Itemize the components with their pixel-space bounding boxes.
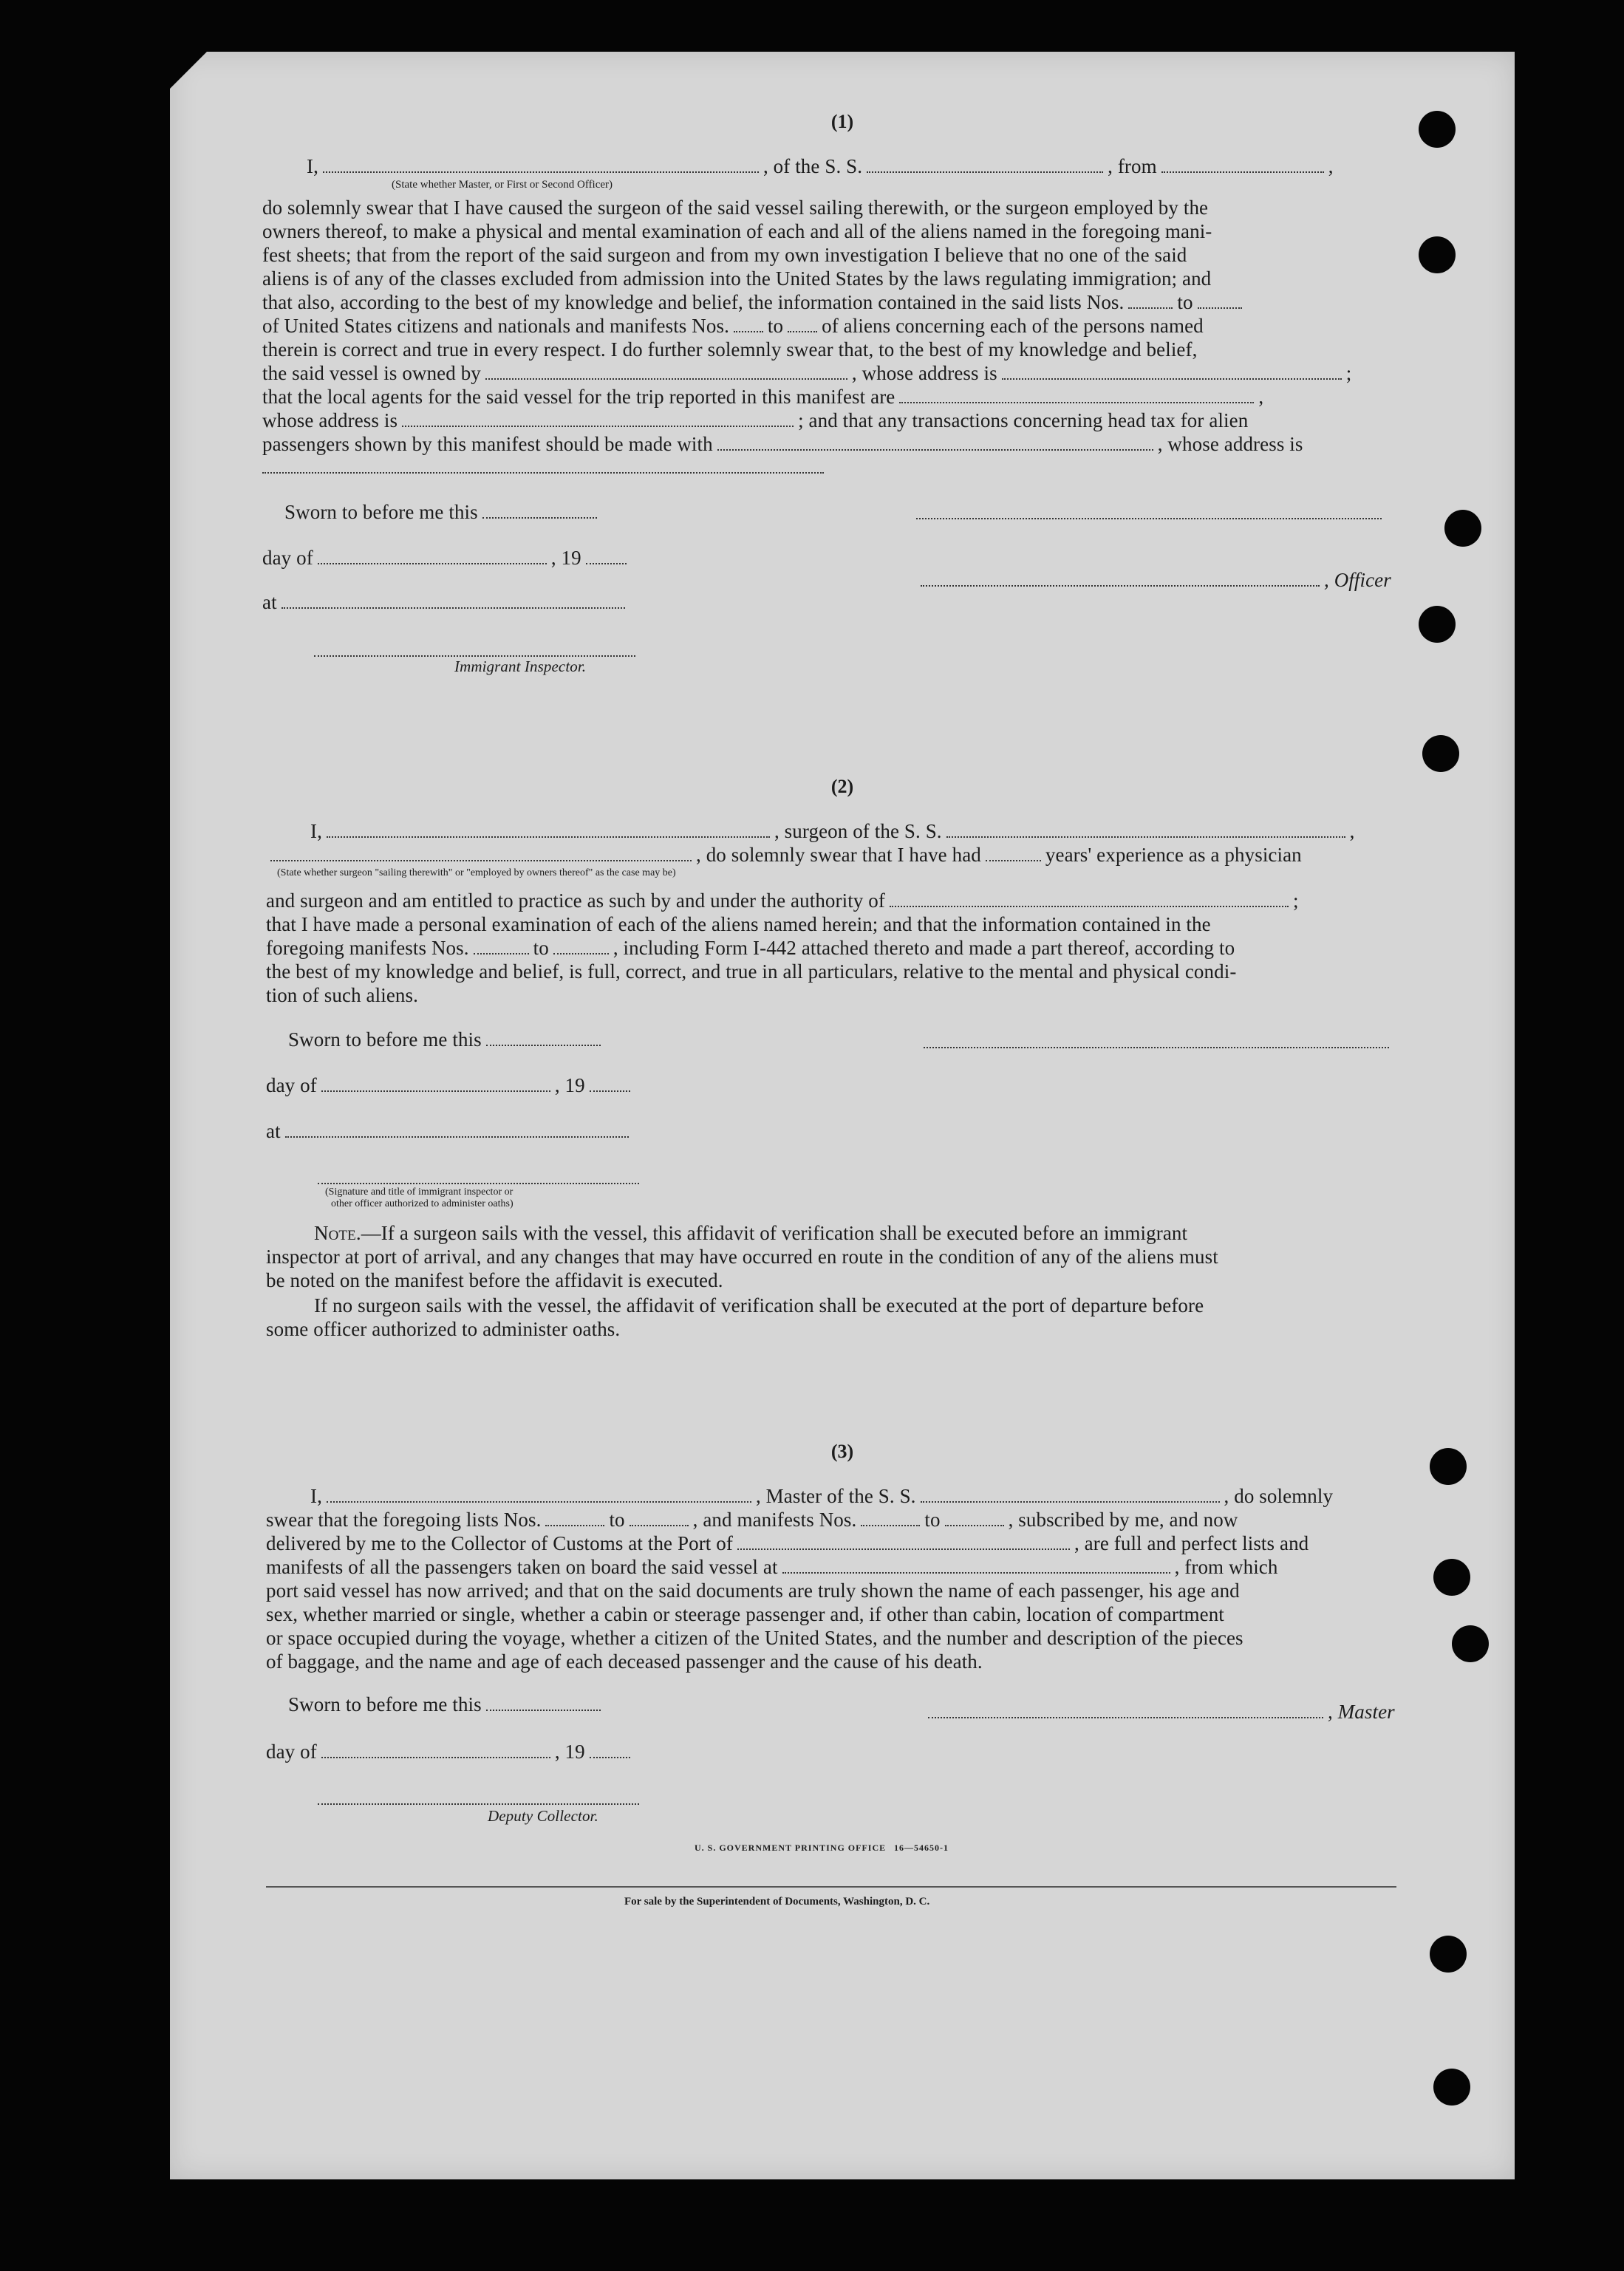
- section-1-text: passengers shown by this manifest should be made with , whose address is: [262, 433, 1303, 455]
- section-3-line-1: I, , Master of the S. S. , do solemnly: [310, 1485, 1334, 1507]
- section-1-officer-note: (State whether Master, or First or Second Officer): [392, 179, 613, 191]
- section-1-text: whose address is ; and that any transactions concerning head tax for alien: [262, 409, 1249, 431]
- section-3-text: or space occupied during the voyage, whether a citizen of the United States, and the number and description of the pieces: [266, 1627, 1243, 1649]
- at-label: at: [262, 591, 630, 614]
- punch-hole: [1433, 2069, 1470, 2106]
- section-2-text: foregoing manifests Nos. to , including Form I-442 attached thereto and made a part thereof, according to: [266, 937, 1235, 959]
- section-2-number: (2): [830, 776, 854, 797]
- section-3-number: (3): [830, 1441, 854, 1462]
- form-sheet: [170, 52, 1515, 2179]
- sworn-label: Sworn to before me this: [284, 501, 601, 524]
- punch-hole: [1452, 1625, 1489, 1662]
- officer-line: , Officer: [916, 569, 1391, 592]
- section-3-text: swear that the foregoing lists Nos. to , and manifests Nos. to , subscribed by me, and now: [266, 1509, 1238, 1531]
- note-text: inspector at port of arrival, and any changes that may have occurred en route in the condition of any of the aliens must: [266, 1246, 1218, 1268]
- form-code: 16—54650-1: [894, 1843, 949, 1853]
- blank-line: [262, 471, 824, 474]
- folded-corner: [170, 52, 207, 89]
- section-1-text: fest sheets; that from the report of the said surgeon and from my own investigation I believe that no one of the said: [262, 244, 1187, 266]
- section-3-text: port said vessel has now arrived; and that on the said documents are truly shown the name of each passenger, his age and: [266, 1580, 1240, 1602]
- section-3-text: of baggage, and the name and age of each deceased passenger and the cause of his death.: [266, 1650, 983, 1673]
- day-of-label: day of , 19: [266, 1741, 635, 1763]
- footer-rule: [266, 1885, 1396, 1888]
- collector-title: Deputy Collector.: [488, 1807, 598, 1825]
- signature-title-note: other officer authorized to administer oaths): [331, 1198, 514, 1209]
- section-1-text: therein is correct and true in every respect. I do further solemnly swear that, to the best of my knowledge and belief,: [262, 338, 1198, 361]
- section-1-line-1: I, , of the S. S. , from ,: [307, 155, 1334, 177]
- section-1-text: that the local agents for the said vessel for the trip reported in this manifest are ,: [262, 386, 1264, 408]
- inspector-signature-line: [314, 655, 635, 657]
- section-2-surgeon-note: (State whether surgeon "sailing therewith" or "employed by owners thereof" as the case may be): [277, 867, 676, 878]
- punch-hole: [1444, 510, 1481, 547]
- section-1-text: do solemnly swear that I have caused the surgeon of the said vessel sailing therewith, or the surgeon employed by the: [262, 197, 1209, 219]
- section-1-text: owners thereof, to make a physical and mental examination of each and all of the aliens named in the foregoing mani-: [262, 220, 1212, 242]
- day-of-label: day of , 19: [262, 547, 631, 570]
- section-1-text: that also, according to the best of my knowledge and belief, the information contained in the said lists Nos. to: [262, 291, 1246, 314]
- section-2-text: tion of such aliens.: [266, 984, 418, 1006]
- section-2-line-1: I, , surgeon of the S. S. ,: [310, 820, 1355, 842]
- section-3-text: sex, whether married or single, whether a cabin or steerage passenger and, if other than cabin, location of compartment: [266, 1603, 1224, 1625]
- signature-line: [924, 1046, 1389, 1048]
- section-3-text: manifests of all the passengers taken on board the said vessel at , from which: [266, 1556, 1278, 1578]
- inspector-title: Immigrant Inspector.: [454, 658, 587, 675]
- sale-notice: For sale by the Superintendent of Documents, Washington, D. C.: [624, 1896, 930, 1908]
- section-3-text: delivered by me to the Collector of Customs at the Port of , are full and perfect lists and: [266, 1532, 1309, 1554]
- signature-title-note: (Signature and title of immigrant inspector or: [325, 1186, 514, 1198]
- punch-hole: [1419, 236, 1456, 273]
- note-text: Note.—If a surgeon sails with the vessel, this affidavit of verification shall be executed before an immigrant: [314, 1222, 1188, 1244]
- at-label: at: [266, 1120, 633, 1143]
- punch-hole: [1430, 1936, 1467, 1973]
- note-text: be noted on the manifest before the affidavit is executed.: [266, 1269, 723, 1291]
- punch-hole: [1419, 606, 1456, 643]
- section-1-text: aliens is of any of the classes excluded from admission into the United States by the laws regulating immigration; and: [262, 267, 1212, 290]
- section-1-number: (1): [830, 111, 854, 132]
- section-1-text: the said vessel is owned by , whose address is ;: [262, 362, 1352, 384]
- printing-office: U. S. GOVERNMENT PRINTING OFFICE: [695, 1843, 887, 1853]
- day-of-label: day of , 19: [266, 1074, 635, 1097]
- section-2-text: the best of my knowledge and belief, is full, correct, and true in all particulars, relative to the mental and physical condi-: [266, 960, 1237, 983]
- note-text: some officer authorized to administer oaths.: [266, 1318, 621, 1340]
- signature-line: [916, 517, 1382, 519]
- punch-hole: [1433, 1559, 1470, 1596]
- section-2-text: that I have made a personal examination of each of the aliens named herein; and that the information contained in the: [266, 913, 1211, 935]
- inspector-signature-line: [318, 1182, 639, 1184]
- sworn-label: Sworn to before me this: [288, 1028, 605, 1051]
- section-2-line-2: , do solemnly swear that I have had years' experience as a physician: [266, 844, 1302, 867]
- section-1-text: of United States citizens and nationals and manifests Nos. to of aliens concerning each of the persons named: [262, 315, 1204, 337]
- punch-hole: [1422, 735, 1459, 772]
- collector-signature-line: [318, 1803, 639, 1805]
- note-text: If no surgeon sails with the vessel, the affidavit of verification shall be executed at the port of departure before: [314, 1294, 1204, 1317]
- sworn-label: Sworn to before me this: [288, 1693, 605, 1716]
- master-line: , Master: [924, 1701, 1395, 1724]
- section-2-text: and surgeon and am entitled to practice as such by and under the authority of ;: [266, 889, 1299, 912]
